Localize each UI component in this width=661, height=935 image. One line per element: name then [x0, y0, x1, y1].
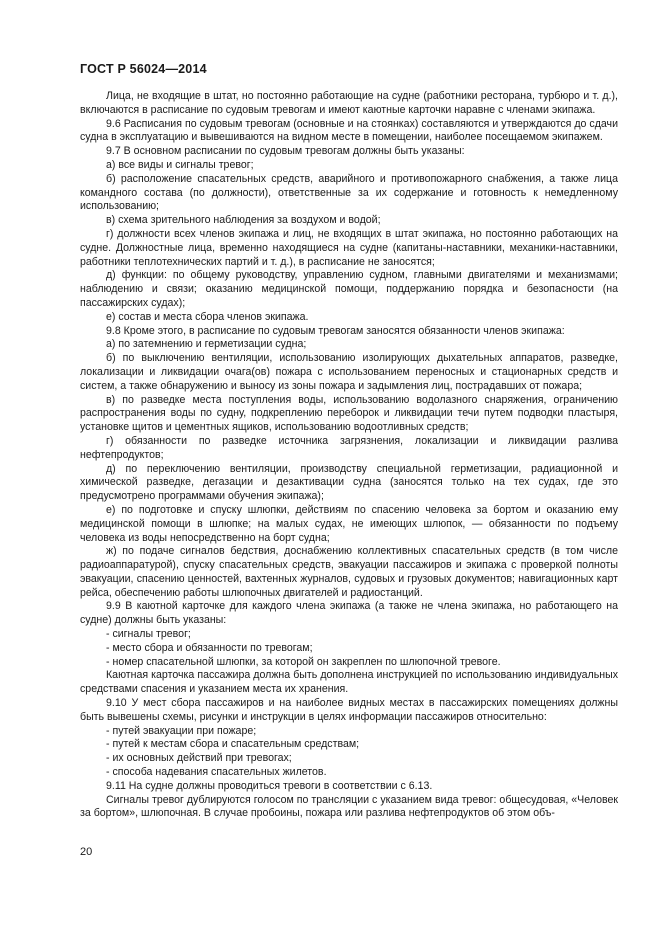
document-body	[80, 90, 618, 821]
paragraph: Каютная карточка пассажира должна быть дополнена инструкцией по использованию индивидуальных средствами спасения и указанием места их хранения.	[80, 669, 618, 696]
dash-item: - их основных действий при тревогах;	[106, 752, 292, 765]
list-item: б) по выключению вентиляции, использованию изолирующих дыхательных аппаратов, разведке, локализации и ликвидации очага(ов) пожара с использованием переносных и стационарных средств и систем, а также обнаружению и выносу из зоны пожара и задымления лиц, пострадавших от пожара;	[80, 352, 618, 392]
paragraph: 9.7 В основном расписании по судовым тревогам должны быть указаны:	[106, 145, 465, 158]
paragraph: Лица, не входящие в штат, но постоянно работающие на судне (работники ресторана, турбюро и т. д.), включаются в расписание по судовым тревогам и имеют каютные карточки наравне с членами экипажа.	[80, 90, 618, 116]
paragraph: 9.8 Кроме этого, в расписание по судовым тревогам заносятся обязанности членов экипажа:	[106, 324, 565, 337]
paragraph: 9.6 Расписания по судовым тревогам (основные и на стоянках) составляются и утверждаются до сдачи судна в эксплуатацию и вывешиваются на видном месте в помещении, наиболее посещаемом экипажем.	[80, 117, 618, 144]
dash-item: - место сбора и обязанности по тревогам;	[106, 641, 313, 654]
dash-item: - сигналы тревог;	[106, 628, 191, 641]
list-item: б) расположение спасательных средств, аварийного и противопожарного снабжения, а также лица командного состава (по должности), ответственные за их содержание и готовность к немедленному использованию;	[80, 172, 618, 213]
list-item: г) обязанности по разведке источника загрязнения, локализации и ликвидации разлива нефтепродуктов;	[80, 434, 618, 461]
dash-item: - путей эвакуации при пожаре;	[106, 724, 257, 737]
dash-item: - номер спасательной шлюпки, за которой он закреплен по шлюпочной тревоге.	[106, 655, 501, 668]
list-item: а) все виды и сигналы тревог;	[106, 158, 254, 171]
list-item: д) по переключению вентиляции, производству специальной герметизации, радиационной и химической разведке, дегазации и дезактивации судна (заносятся только на тех судах, где это предусмотрено программами обучения экипажа);	[80, 462, 618, 503]
list-item: а) по затемнению и герметизации судна;	[106, 338, 307, 351]
list-item: е) по подготовке и спуску шлюпки, действиям по спасению человека за бортом и оказанию ему медицинской помощи в шлюпке; на малых судах, не имеющих шлюпок, — обязанности по подъему человека из воды непосредственно на борт судна;	[80, 503, 618, 544]
dash-item: - путей к местам сбора и спасательным средствам;	[106, 738, 360, 751]
page-number: 20	[80, 846, 93, 858]
list-item: г) должности всех членов экипажа и лиц, не входящих в штат экипажа, но постоянно работающих на судне. Должностные лица, временно находящиеся на судне (капитаны-наставники, механики-наставники, работники теплотехнических партий и т. д.), в расписание не заносятся;	[80, 227, 618, 268]
list-item: е) состав и места сбора членов экипажа.	[106, 310, 309, 323]
document-header: ГОСТ Р 56024—2014	[80, 62, 207, 76]
paragraph: 9.10 У мест сбора пассажиров и на наиболее видных местах в пассажирских помещениях должны быть вывешены схемы, рисунки и инструкции в целях информации пассажиров относительно:	[80, 697, 618, 723]
dash-item: - способа надевания спасательных жилетов.	[106, 766, 327, 779]
paragraph: Сигналы тревог дублируются голосом по трансляции с указанием вида тревог: общесудовая, «Человек за бортом», шлюпочная. В случае пробоины, пожара или разлива нефтепродуктов об этом объ-	[80, 793, 618, 820]
list-item: ж) по подаче сигналов бедствия, доснабжению коллективных спасательных средств (в том числе радиоаппаратурой), спуску спасательных средств, эвакуации пассажиров и экипажа с проверкой полноты эвакуации, спасению ценностей, вахтенных журналов, судовых и грузовых документов; навигационных карт рейса, обеспечению работы шлюпочных двигателей и радиостанций.	[80, 545, 618, 599]
paragraph: 9.11 На судне должны проводиться тревоги в соответствии с 6.13.	[106, 779, 433, 792]
list-item: д) функции: по общему руководству, управлению судном, главными двигателями и механизмами; наблюдению и связи; оказанию медицинской помощи, поддержанию порядка и безопасности (на пассажирских судах);	[80, 269, 618, 309]
list-item: в) по разведке места поступления воды, использованию водолазного снаряжения, ограничению распространения воды по судну, подкреплению переборок и ликвидации течи путем подводки пластыря, установке щитов и цементных ящиков, использованию водоотливных средств;	[80, 393, 618, 434]
paragraph: 9.9 В каютной карточке для каждого члена экипажа (а также не члена экипажа, но работающего на судне) должны быть указаны:	[80, 600, 618, 627]
list-item: в) схема зрительного наблюдения за воздухом и водой;	[106, 214, 381, 227]
